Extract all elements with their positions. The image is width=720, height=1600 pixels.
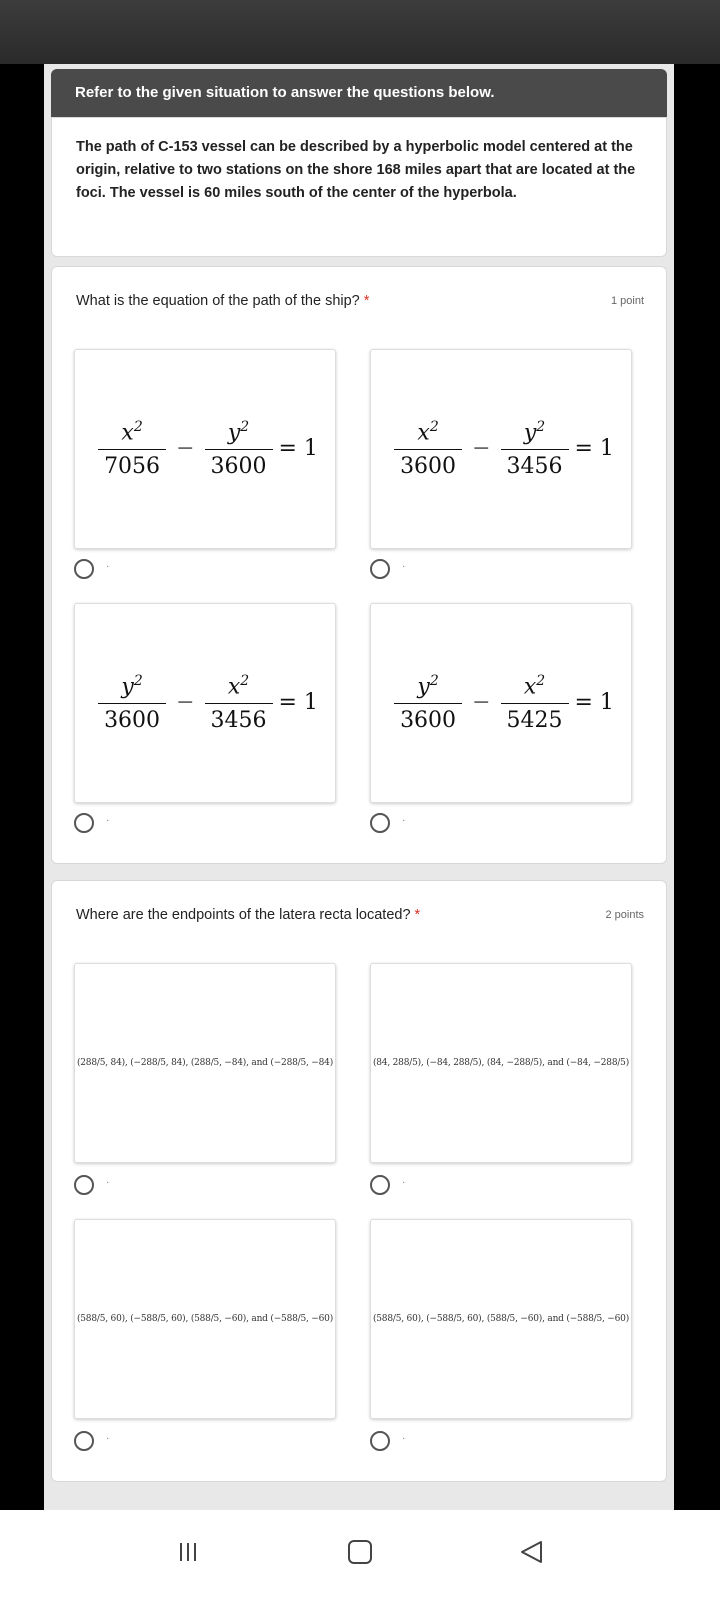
- option-image: [74, 349, 336, 549]
- option-label: ·: [402, 1433, 406, 1444]
- points-label: 1 point: [610, 295, 644, 307]
- question-title: Where are the endpoints of the latera recta located? *: [76, 907, 421, 923]
- section-header: Refer to the given situation to answer the questions below.: [51, 69, 667, 117]
- option-image: [74, 1219, 336, 1419]
- option-label: ·: [402, 561, 406, 572]
- option-radio[interactable]: [370, 1175, 390, 1195]
- option-radio[interactable]: [370, 559, 390, 579]
- option-image: [370, 1219, 632, 1419]
- option-radio[interactable]: [74, 813, 94, 833]
- coordinates: (288/5, 84), (−288/5, 84), (288/5, −84), and (−288/5, −84): [76, 1058, 334, 1068]
- required-mark: *: [363, 293, 370, 309]
- points-label: 2 points: [605, 909, 644, 921]
- option-label: ·: [106, 1433, 110, 1444]
- option-radio[interactable]: [74, 1431, 94, 1451]
- coordinates: (588/5, 60), (−588/5, 60), (588/5, −60), and (−588/5, −60): [76, 1314, 334, 1324]
- back-button[interactable]: [512, 1532, 552, 1572]
- option-label: ·: [402, 815, 406, 826]
- option-radio[interactable]: [74, 1175, 94, 1195]
- form-page: [44, 64, 674, 1510]
- navigation-bar: [0, 1510, 720, 1600]
- coordinates: (84, 288/5), (−84, 288/5), (84, −288/5), and (−84, −288/5): [372, 1058, 630, 1068]
- recent-apps-icon: [176, 1540, 200, 1564]
- option-radio[interactable]: [370, 813, 390, 833]
- equation: $\frac{x^2}{7056}$ − $\frac{y^2}{3600}$ = 1: [92, 419, 318, 479]
- option-image: [74, 963, 336, 1163]
- option-radio[interactable]: [74, 559, 94, 579]
- back-icon: [519, 1539, 545, 1565]
- option-image: [74, 603, 336, 803]
- option-image: [370, 603, 632, 803]
- equation: $\frac{y^2}{3600}$ − $\frac{x^2}{5425}$ = 1: [388, 673, 614, 733]
- option-radio[interactable]: [370, 1431, 390, 1451]
- equation: $\frac{x^2}{3600}$ − $\frac{y^2}{3456}$ = 1: [388, 419, 614, 479]
- option-image: [370, 963, 632, 1163]
- option-label: ·: [106, 1177, 110, 1188]
- question-card-equation: [51, 266, 667, 864]
- option-label: ·: [402, 1177, 406, 1188]
- option-label: ·: [106, 815, 110, 826]
- coordinates: (588/5, 60), (−588/5, 60), (588/5, −60), and (−588/5, −60): [372, 1314, 630, 1324]
- section-description: The path of C-153 vessel can be described by a hyperbolic model centered at the origin, relative to two stations on the shore 168 miles apart that are located at the foci. The vessel is 60 miles south of the center of the hyperbola.: [51, 117, 667, 257]
- recent-apps-button[interactable]: [168, 1532, 208, 1572]
- home-button[interactable]: [340, 1532, 380, 1572]
- required-mark: *: [414, 907, 421, 923]
- question-title: What is the equation of the path of the ship? *: [76, 293, 370, 309]
- equation: $\frac{y^2}{3600}$ − $\frac{x^2}{3456}$ = 1: [92, 673, 318, 733]
- status-bar: [0, 0, 720, 64]
- question-card-latera-recta: [51, 880, 667, 1482]
- option-label: ·: [106, 561, 110, 572]
- home-icon: [347, 1539, 373, 1565]
- option-image: [370, 349, 632, 549]
